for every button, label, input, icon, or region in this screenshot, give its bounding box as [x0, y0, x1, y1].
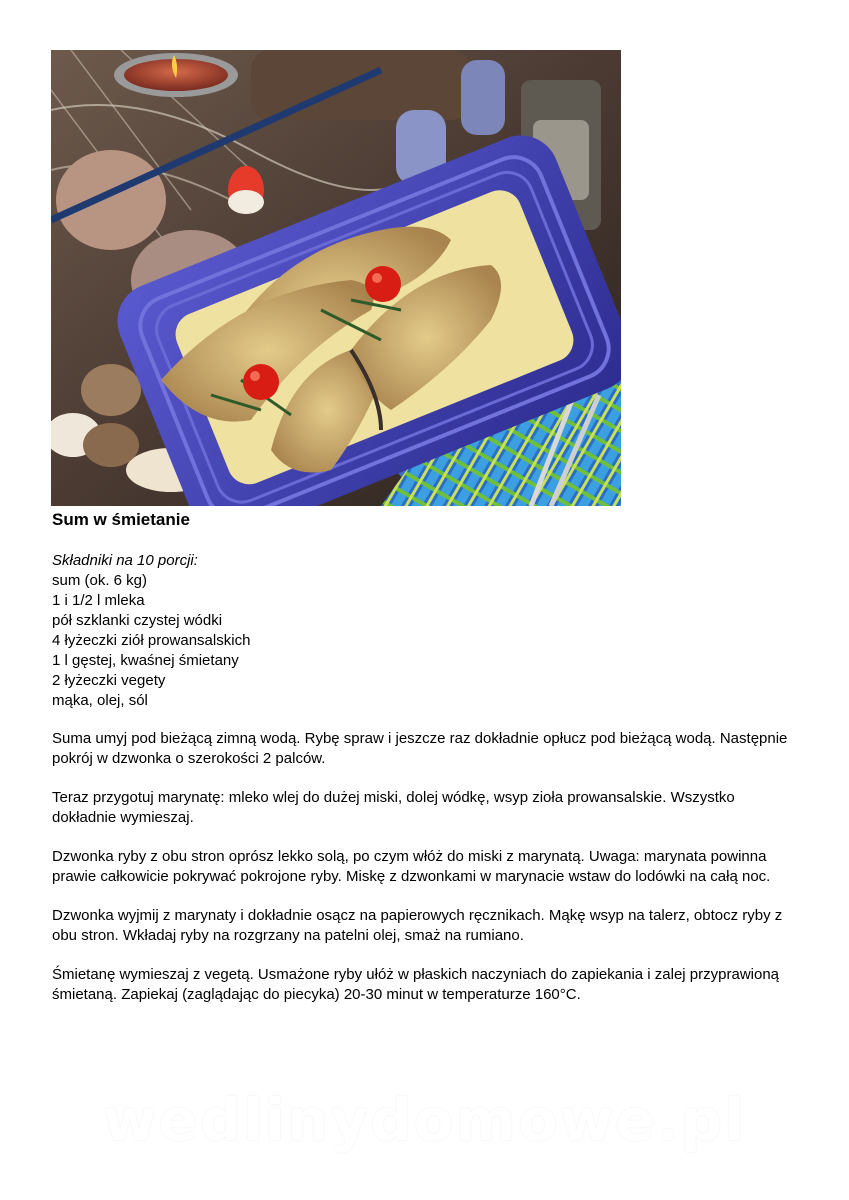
ingredient-item: 1 l gęstej, kwaśnej śmietany	[52, 652, 239, 669]
ingredient-item: 4 łyżeczki ziół prowansalskich	[52, 632, 251, 649]
ingredient-item: 1 i 1/2 l mleka	[52, 592, 145, 609]
preparation-steps	[52, 729, 800, 1024]
shell	[81, 364, 141, 416]
recipe-title: Sum w śmietanie	[52, 510, 190, 529]
baked-catfish-dish-photo-icon	[51, 50, 621, 506]
salt-shaker	[461, 60, 505, 135]
ingredient-item: sum (ok. 6 kg)	[52, 572, 148, 589]
step-paragraph: Dzwonka ryby z obu stron oprósz lekko solą, po czym włóż do miski z marynatą. Uwaga: marynata powinna prawie całkowicie pokrywać pokrojone ryby. Miskę z dzwonkami w marynacie wstaw do lodówki na całą noc.	[52, 848, 771, 885]
step-paragraph: Dzwonka wyjmij z marynaty i dokładnie osącz na papierowych ręcznikach. Mąkę wsyp na talerz, obtocz ryby z obu stron. Wkładaj ryby na rozgrzany na patelni olej, smaż na rumiano.	[52, 907, 783, 944]
rock	[56, 150, 166, 250]
ingredient-item: 2 łyżeczki vegety	[52, 672, 166, 689]
step-paragraph: Suma umyj pod bieżącą zimną wodą. Rybę spraw i jeszcze raz dokładnie opłucz pod bieżącą wodą. Następnie pokrój w dzwonka o szerokości 2 palców.	[52, 730, 788, 767]
dish-photo	[51, 50, 621, 506]
ingredient-item: pół szklanki czystej wódki	[52, 612, 223, 629]
wood-log	[251, 50, 471, 120]
watermark: wedlinydomowe.pl	[102, 1086, 747, 1154]
tomato	[243, 364, 279, 400]
ingredients-heading: Składniki na 10 porcji:	[52, 552, 198, 569]
step-paragraph: Teraz przygotuj marynatę: mleko wlej do dużej miski, dolej wódkę, wsyp zioła prowansalskie. Wszystko dokładnie wymieszaj.	[52, 789, 735, 826]
step-paragraph: Śmietanę wymieszaj z vegetą. Usmażone ryby ułóż w płaskich naczyniach do zapiekania i zalej przyprawioną śmietaną. Zapiekaj (zaglądając do piecyka) 20-30 minut w temperaturze 160°C.	[52, 966, 780, 1003]
tomato	[365, 266, 401, 302]
ingredients-list	[52, 551, 250, 711]
ingredient-item: mąka, olej, sól	[52, 692, 148, 709]
